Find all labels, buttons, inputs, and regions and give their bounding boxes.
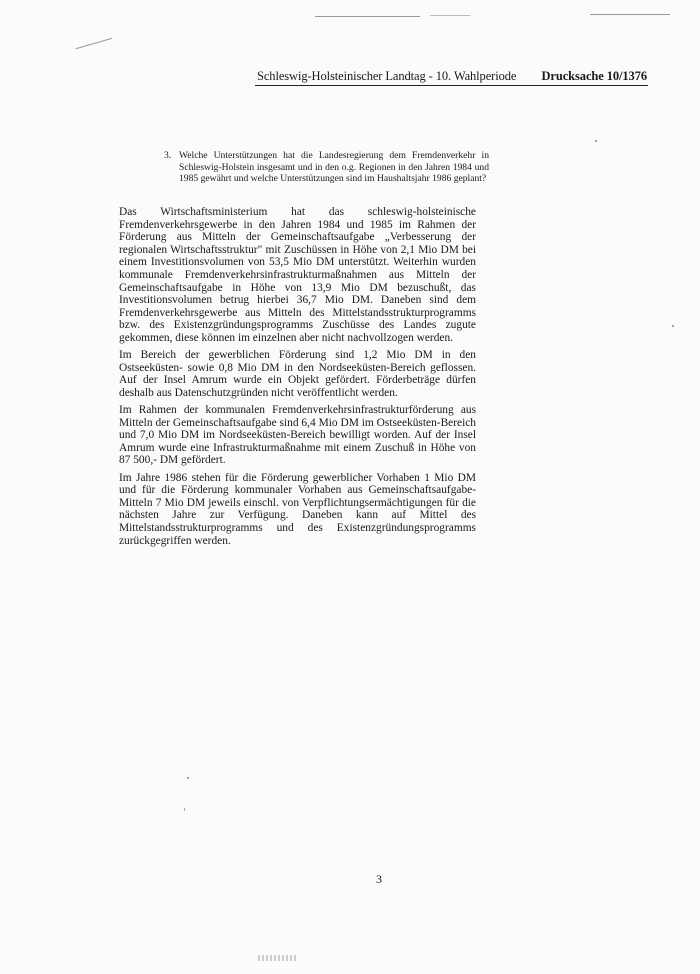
question-text: Welche Unterstützungen hat die Landesregierung dem Fremdenverkehr in Schleswig-Holstein insgesamt und in den o.g. Regionen in den Jahren 1984 und 1985 gewährt und welche Unterstützungen sind im Haushaltsjahr 1986 geplant? <box>179 150 489 185</box>
answer-paragraph: Das Wirtschaftsministerium hat das schleswig-holsteinische Fremdenverkehrsgewerbe in den Jahren 1984 und 1985 im Rahmen der Förderung aus Mitteln der Gemeinschaftsaufgabe „Verbesserung der regionalen Wirtschaftsstruktur" mit Zuschüssen in Höhe von 2,1 Mio DM bei einem Investitionsvolumen von 53,5 Mio DM unterstützt. Weiterhin wurden kommunale Fremdenverkehrsinfrastrukturmaßnahmen aus Mitteln der Gemeinschaftsaufgabe in Höhe von 13,9 Mio DM bezuschußt, das Investitionsvolumen betrug hierbei 36,7 Mio DM. Daneben sind dem Fremdenverkehrsgewerbe aus Mitteln des Mittelstandsstrukturprogramms bzw. des Existenzgründungsprogramms Zuschüsse des Landes zugute gekommen, diese können im einzelnen aber nicht nachvollzogen werden. <box>119 206 476 344</box>
question-block <box>164 150 489 185</box>
answer-paragraph: Im Jahre 1986 stehen für die Förderung gewerblicher Vorhaben 1 Mio DM und für die Förderung kommunaler Vorhaben aus Gemeinschaftsaufgabe-Mitteln 7 Mio DM jeweils einschl. von Verpflichtungsermächtigungen für die nächsten Jahre zur Verfügung. Daneben kann auf Mittel des Mittelstandsstrukturprogramms und des Existenzgründungsprogramms zurückgegriffen werden. <box>119 471 476 547</box>
scan-speck <box>595 140 597 142</box>
answer-paragraph: Im Rahmen der kommunalen Fremdenverkehrsinfrastrukturförderung aus Mitteln der Gemeinschaftsaufgabe sind 6,4 Mio DM im Ostseeküsten-Bereich und 7,0 Mio DM im Nordseeküsten-Bereich bewilligt worden. Auf der Insel Amrum wurde eine Infrastrukturmaßnahme mit einem Zuschuß in Höhe von 87 500,- DM gefördert. <box>119 404 476 467</box>
answer-paragraph: Im Bereich der gewerblichen Förderung sind 1,2 Mio DM in den Ostseeküsten- sowie 0,8 Mio DM in den Nordseeküsten-Bereich geflossen. Auf der Insel Amrum wurde ein Objekt gefördert. Förderbeträge dürfen deshalb aus Datenschutzgründen nicht veröffentlicht werden. <box>119 349 476 399</box>
scan-artifact-top-left <box>76 38 113 49</box>
question-number: 3. <box>164 150 172 161</box>
scan-artifact-top-line <box>315 16 420 17</box>
scan-speck <box>184 808 185 811</box>
document-number: Drucksache 10/1376 <box>541 69 647 83</box>
answer-body <box>119 206 476 552</box>
page-header <box>257 69 647 84</box>
scan-speck <box>672 325 674 327</box>
page-number: 3 <box>376 872 382 886</box>
scan-speck <box>187 777 189 779</box>
scan-artifact-bottom <box>258 955 298 961</box>
header-title: Schleswig-Holsteinischer Landtag - 10. Wahlperiode <box>257 69 517 83</box>
scan-artifact-top-line <box>430 15 470 16</box>
header-rule <box>255 85 648 86</box>
scan-artifact-top-line <box>590 14 670 15</box>
